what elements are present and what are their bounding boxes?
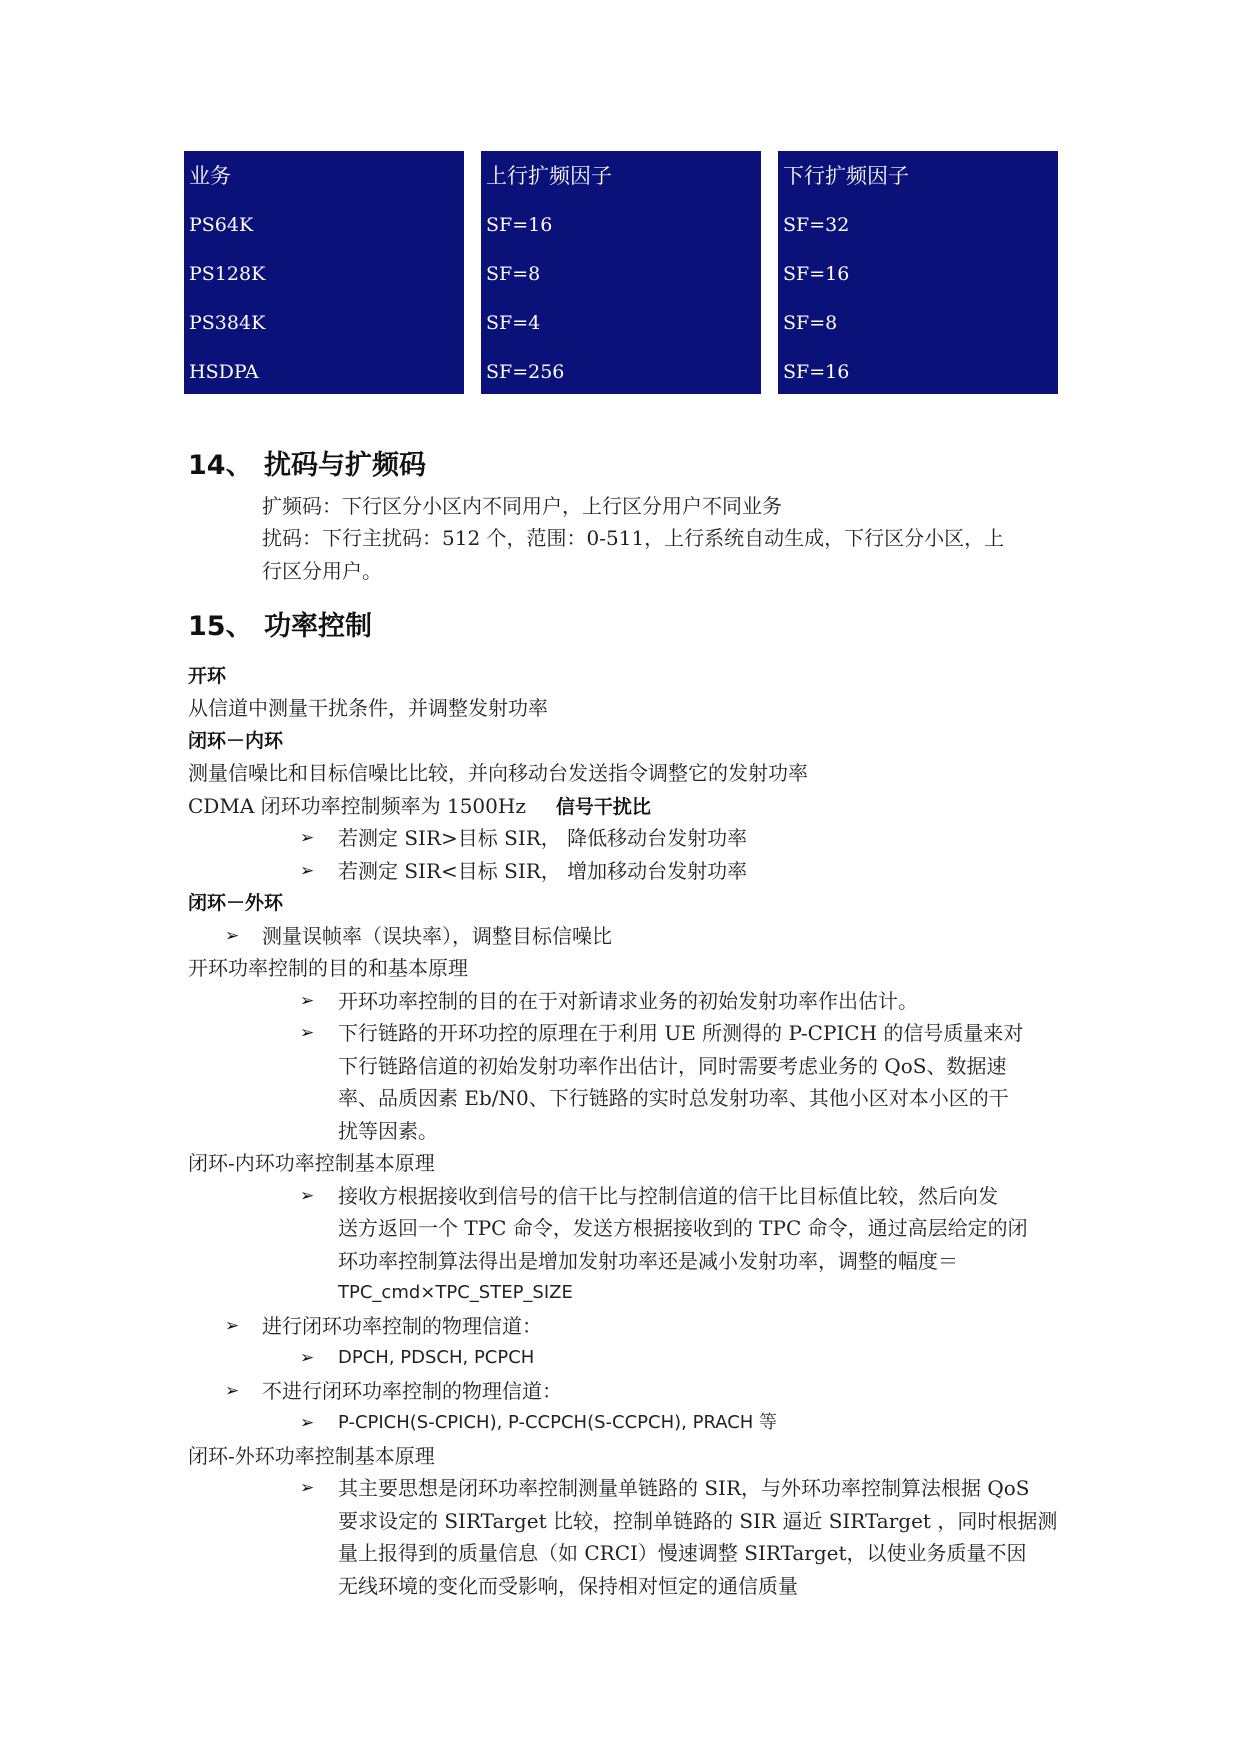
arrow-bullet-icon: ➢ [300, 1478, 315, 1498]
table-cell: SF=256 [486, 361, 565, 383]
table-cell: SF=32 [783, 214, 850, 236]
table-cell: SF=16 [486, 214, 553, 236]
section-14-line-3: 行区分用户。 [262, 559, 382, 583]
no-channels-list: P-CPICH(S-CPICH), P-CCPCH(S-CCPCH), PRACH 等 [338, 1412, 778, 1433]
inner-principle-line-3: 环功率控制算法得出是增加发射功率还是减小发射功率，调整的幅度＝ [338, 1249, 958, 1273]
outer-principle-heading: 闭环-外环功率控制基本原理 [188, 1444, 435, 1468]
arrow-bullet-icon: ➢ [300, 828, 315, 848]
arrow-bullet-icon: ➢ [300, 1348, 315, 1368]
arrow-bullet-icon: ➢ [300, 1186, 315, 1206]
cdma-line [188, 790, 651, 823]
inner-principle-line-2: 送方返回一个 TPC 命令，发送方根据接收到的 TPC 命令，通过高层给定的闭 [338, 1216, 1028, 1240]
table-header-uplink-sf: 上行扩频因子 [486, 164, 612, 188]
arrow-bullet-icon: ➢ [300, 1413, 315, 1433]
open-principle-bullet-2-line-1: 下行链路的开环功控的原理在于利用 UE 所测得的 P-CPICH 的信号质量来对 [338, 1021, 1024, 1045]
table-column-uplink-sf [481, 151, 761, 394]
inner-principle-line-1: 接收方根据接收到信号的信干比与控制信道的信干比目标值比较，然后向发 [338, 1184, 998, 1208]
channels-heading: 进行闭环功率控制的物理信道： [262, 1314, 542, 1338]
no-channels-heading: 不进行闭环功率控制的物理信道： [262, 1379, 562, 1403]
arrow-bullet-icon: ➢ [225, 1381, 240, 1401]
outer-bullet: 测量误帧率（误块率），调整目标信噪比 [262, 924, 612, 948]
table-column-service [184, 151, 464, 394]
section-15-number: 15、 [188, 611, 253, 642]
outer-loop-heading: 闭环－外环 [188, 892, 284, 914]
open-principle-heading: 开环功率控制的目的和基本原理 [188, 956, 468, 980]
open-loop-text: 从信道中测量干扰条件，并调整发射功率 [188, 696, 548, 720]
table-cell: SF=16 [783, 263, 850, 285]
section-14-line-2: 扰码：下行主扰码：512 个，范围：0-511，上行系统自动生成，下行区分小区，上 [262, 526, 1005, 550]
section-14-number: 14、 [188, 450, 253, 481]
outer-principle-line-3: 量上报得到的质量信息（如 CRCI）慢速调整 SIRTarget，以使业务质量不因 [338, 1541, 1027, 1565]
table-cell: PS64K [189, 214, 254, 236]
table-cell: SF=16 [783, 361, 850, 383]
table-cell: SF=8 [486, 263, 541, 285]
inner-bullet-1: 若测定 SIR>目标 SIR， 降低移动台发射功率 [338, 826, 748, 850]
arrow-bullet-icon: ➢ [225, 926, 240, 946]
table-cell: SF=8 [783, 312, 838, 334]
arrow-bullet-icon: ➢ [300, 991, 315, 1011]
section-15-heading [188, 604, 372, 643]
inner-loop-text: 测量信噪比和目标信噪比比较，并向移动台发送指令调整它的发射功率 [188, 761, 808, 785]
table-cell: HSDPA [189, 361, 259, 383]
inner-loop-heading: 闭环－内环 [188, 730, 284, 752]
inner-principle-line-4: TPC_cmd×TPC_STEP_SIZE [338, 1282, 573, 1303]
open-principle-bullet-2-line-3: 率、品质因素 Eb/N0、下行链路的实时总发射功率、其他小区对本小区的干 [338, 1086, 1009, 1110]
channels-list: DPCH, PDSCH, PCPCH [338, 1347, 535, 1368]
inner-bullet-2: 若测定 SIR<目标 SIR， 增加移动台发射功率 [338, 859, 748, 883]
arrow-bullet-icon: ➢ [300, 861, 315, 881]
cdma-line-text: CDMA 闭环功率控制频率为 1500Hz [188, 794, 526, 818]
arrow-bullet-icon: ➢ [300, 1023, 315, 1043]
cdma-line-bold: 信号干扰比 [555, 796, 651, 818]
outer-principle-line-4: 无线环境的变化而受影响，保持相对恒定的通信质量 [338, 1574, 798, 1598]
table-header-service: 业务 [189, 164, 231, 188]
inner-principle-heading: 闭环-内环功率控制基本原理 [188, 1151, 435, 1175]
open-loop-heading: 开环 [188, 665, 227, 687]
section-14-line-1: 扩频码：下行区分小区内不同用户，上行区分用户不同业务 [262, 494, 782, 518]
open-principle-bullet-2-line-2: 下行链路信道的初始发射功率作出估计，同时需要考虑业务的 QoS、数据速 [338, 1054, 1007, 1078]
open-principle-bullet-2-line-4: 扰等因素。 [338, 1119, 438, 1143]
table-cell: PS128K [189, 263, 266, 285]
table-cell: PS384K [189, 312, 266, 334]
spreading-factor-table [184, 151, 1058, 394]
section-14-title: 扰码与扩频码 [264, 450, 426, 481]
table-cell: SF=4 [486, 312, 541, 334]
section-15-title: 功率控制 [264, 611, 372, 642]
table-header-downlink-sf: 下行扩频因子 [783, 164, 909, 188]
table-column-downlink-sf [778, 151, 1058, 394]
open-principle-bullet-1: 开环功率控制的目的在于对新请求业务的初始发射功率作出估计。 [338, 989, 918, 1013]
arrow-bullet-icon: ➢ [225, 1316, 240, 1336]
section-14-heading [188, 443, 426, 482]
outer-principle-line-2: 要求设定的 SIRTarget 比较，控制单链路的 SIR 逼近 SIRTarget ，同时根据测 [338, 1509, 1058, 1533]
outer-principle-line-1: 其主要思想是闭环功率控制测量单链路的 SIR，与外环功率控制算法根据 QoS [338, 1476, 1030, 1500]
